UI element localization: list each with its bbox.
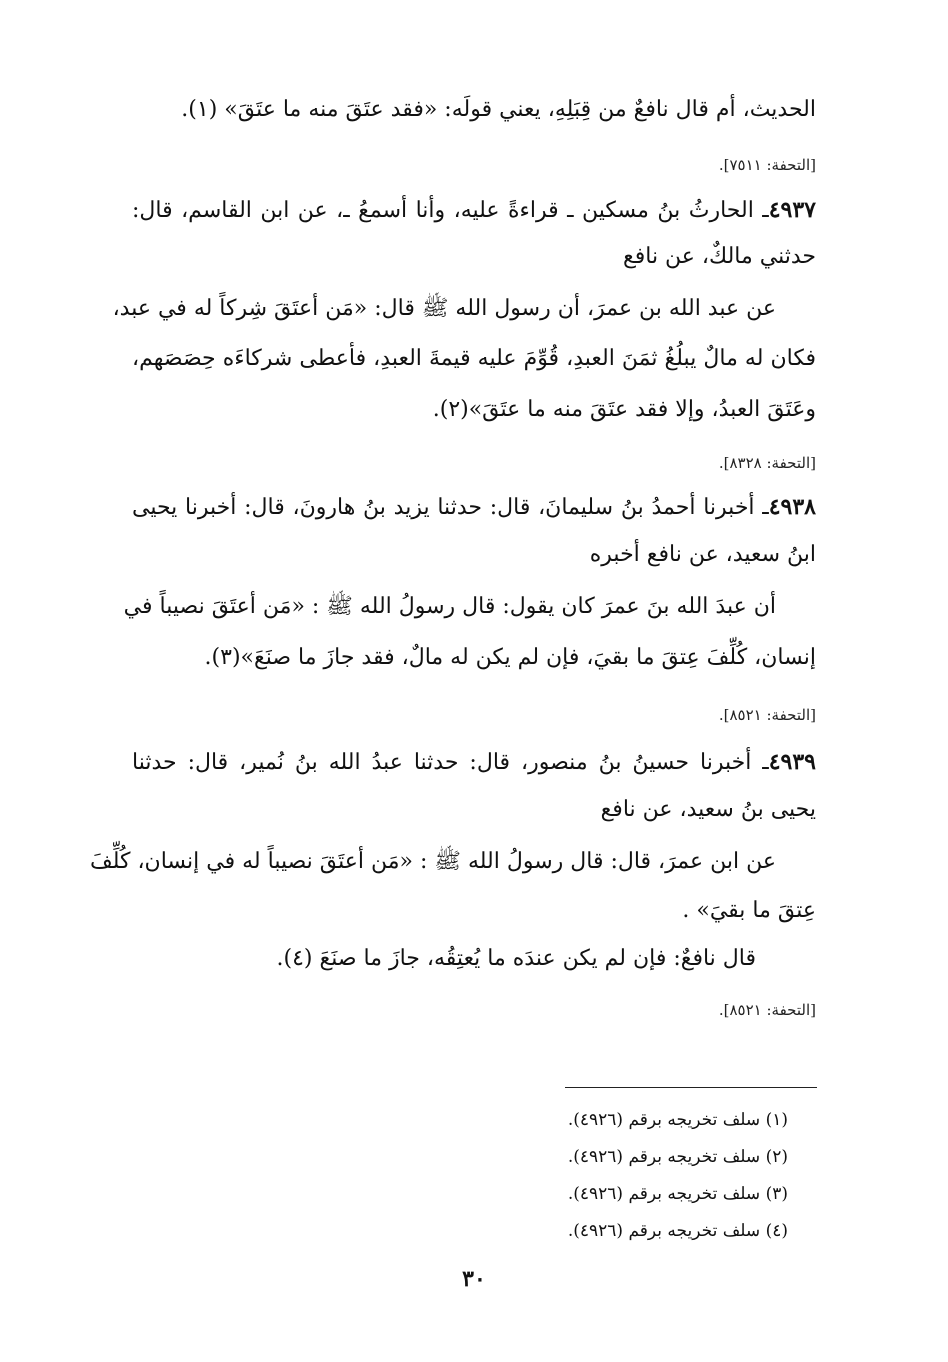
page-number: ٣٠: [462, 1266, 486, 1292]
hadith-4938-line-4: إنسان، كُلِّفَ عِتقَ ما بقيَ، فإن لم يكن له مالٌ، فقد جازَ ما صنَعَ»(٣).: [204, 645, 816, 670]
hadith-4939-line-2: يحيى بنُ سعيد، عن نافع: [600, 797, 816, 822]
tuhfa-reference-2: [التحفة: ٨٣٢٨].: [718, 454, 816, 472]
hadith-4939-line-3: عن ابن عمرَ، قال: قال رسولُ الله ﷺ : «مَن أعتَقَ نصيباً له في إنسان، كُلِّفَ: [89, 849, 776, 874]
tuhfa-reference-4: [التحفة: ٨٥٢١].: [718, 1001, 816, 1019]
footnote-2: (٢) سلف تخريجه برقم (٤٩٢٦).: [567, 1147, 788, 1167]
footnote-3: (٣) سلف تخريجه برقم (٤٩٢٦).: [567, 1184, 788, 1204]
hadith-4937-line-1: [132, 193, 816, 228]
hadith-number-4939: ٤٩٣٩: [768, 749, 816, 775]
hadith-4937-line-2: حدثني مالكٌ، عن نافع: [623, 244, 816, 269]
hadith-4937-line-5: وعَتَقَ العبدُ، وإلا فقد عتَقَ منه ما عتَقَ»(٢).: [432, 397, 816, 422]
footnote-separator: [565, 1087, 817, 1088]
text-line-1: الحديث، أم قال نافعٌ من قِبَلِهِ، يعني قولَه: «فقد عتَقَ منه ما عتَقَ» (١).: [181, 97, 816, 122]
hadith-4938-chain-1: ـ أخبرنا أحمدُ بنُ سليمانَ، قال: حدثنا يزيد بنُ هارونَ، قال: أخبرنا يحيى: [132, 495, 769, 520]
hadith-4939-line-1: [132, 745, 816, 780]
hadith-4937-line-3: عن عبد الله بن عمرَ، أن رسول الله ﷺ قال: «مَن أعتَقَ شِركاً له في عبد،: [112, 296, 776, 321]
hadith-4937-line-4: فكان له مالٌ يبلُغُ ثمَنَ العبدِ، قُوِّمَ عليه قيمةَ العبدِ، فأعطى شركاءَه حِصَصَهم،: [132, 346, 816, 371]
hadith-number-4937: ٤٩٣٧: [768, 197, 816, 223]
hadith-4939-line-5: قال نافعٌ: فإن لم يكن عندَه ما يُعتِقُه، جازَ ما صنَعَ (٤).: [276, 946, 756, 971]
footnote-4: (٤) سلف تخريجه برقم (٤٩٢٦).: [567, 1221, 788, 1241]
hadith-4937-chain-1: ـ الحارثُ بنُ مسكين ـ قراءةً عليه، وأنا أسمعُ ـ، عن ابن القاسم، قال:: [132, 198, 769, 223]
footnote-1: (١) سلف تخريجه برقم (٤٩٢٦).: [567, 1110, 788, 1130]
hadith-4939-line-4: عِتقَ ما بقيَ» .: [682, 898, 816, 923]
hadith-4938-line-1: [132, 490, 816, 525]
tuhfa-reference-1: [التحفة: ٧٥١١].: [718, 156, 816, 174]
hadith-4938-line-3: أن عبدَ الله بنَ عمرَ كان يقول: قال رسولُ الله ﷺ : «مَن أعتَقَ نصيباً في: [123, 594, 776, 619]
tuhfa-reference-3: [التحفة: ٨٥٢١].: [718, 706, 816, 724]
hadith-4938-line-2: ابنُ سعيد، عن نافع أخبره: [589, 542, 816, 567]
hadith-number-4938: ٤٩٣٨: [768, 494, 816, 520]
hadith-4939-chain-1: ـ أخبرنا حسينُ بنُ منصور، قال: حدثنا عبدُ الله بنُ نُمير، قال: حدثنا: [132, 750, 769, 775]
